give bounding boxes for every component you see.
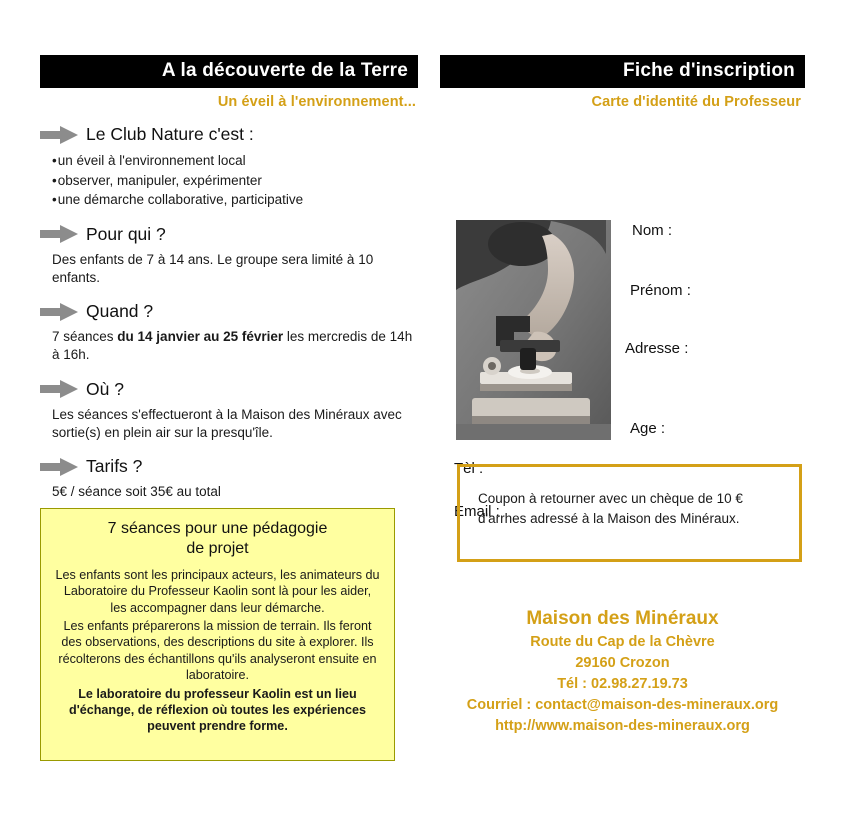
- section-club-nature: [40, 124, 418, 210]
- section-head: [40, 379, 418, 400]
- pedagogy-paragraph-bold: Le laboratoire du professeur Kaolin est un lieu d'échange, de réflexion où toutes les expériences peuvent prendre forme.: [69, 686, 366, 734]
- section-head: [40, 456, 418, 477]
- pedagogy-paragraph: Les enfants préparerons la mission de terrain. Ils feront des observations, des descriptions du site à explorer. Ils récolterons des échantillons qu'ils analyseront ensuite en laboratoire.: [58, 619, 377, 683]
- section-body: Les séances s'effectueront à la Maison des Minéraux avec sortie(s) en plein air sur la presqu'île.: [52, 406, 402, 440]
- section-ou: [40, 379, 418, 442]
- section-title: Où ?: [86, 378, 124, 399]
- left-header-bar: A la découverte de la Terre: [40, 55, 418, 88]
- club-nature-bullets: [52, 151, 418, 210]
- arrow-right-icon: [40, 126, 78, 144]
- coupon-line-1: Coupon à retourner avec un chèque de 10 €: [478, 491, 743, 506]
- professor-photo: [456, 220, 611, 440]
- arrow-right-icon: [40, 458, 78, 476]
- field-label-age: Age :: [630, 420, 666, 437]
- list-item: • une démarche collaborative, participative: [52, 190, 418, 210]
- pedagogy-title-line1: 7 séances pour une pédagogie: [107, 520, 328, 537]
- microscope-photo-illustration: [456, 220, 611, 440]
- section-title: Pour qui ?: [86, 223, 166, 244]
- arrow-right-icon: [40, 380, 78, 398]
- coupon-box: [457, 464, 802, 562]
- field-label-prenom: Prénom :: [630, 282, 691, 299]
- right-header-bar: Fiche d'inscription: [440, 55, 805, 88]
- section-title: Tarifs ?: [86, 456, 143, 476]
- footer-city: 29160 Crozon: [575, 655, 670, 672]
- quand-dates: du 14 janvier au 25 février: [117, 329, 284, 345]
- field-label-adresse: Adresse :: [625, 340, 689, 357]
- left-column: [40, 55, 418, 501]
- footer-website[interactable]: http://www.maison-des-mineraux.org: [495, 718, 750, 735]
- section-head: [40, 224, 418, 245]
- section-body: Des enfants de 7 à 14 ans. Le groupe sera limité à 10 enfants.: [52, 251, 374, 285]
- list-item: • observer, manipuler, expérimenter: [52, 171, 418, 191]
- section-tarifs: [40, 456, 418, 501]
- pedagogy-box: [40, 508, 395, 761]
- pedagogy-title: [55, 519, 380, 559]
- section-pour-qui: [40, 224, 418, 287]
- footer-email[interactable]: Courriel : contact@maison-des-mineraux.org: [466, 697, 779, 714]
- pedagogy-title-line2: de projet: [186, 540, 249, 557]
- field-label-tel: Tèl :: [454, 460, 484, 477]
- footer-contact: [440, 608, 805, 737]
- field-label-nom: Nom :: [632, 222, 673, 239]
- section-head: [40, 301, 418, 322]
- section-head: [40, 124, 418, 145]
- quand-prefix: 7 séances: [52, 329, 118, 345]
- section-body: [52, 328, 418, 364]
- left-subheader: Un éveil à l'environnement...: [217, 94, 416, 110]
- quand-suffix: les mercredis de 14h à 16h.: [52, 329, 413, 363]
- organization-name: Maison des Minéraux: [526, 608, 719, 629]
- section-quand: [40, 301, 418, 364]
- section-title: Le Club Nature c'est :: [86, 124, 254, 144]
- field-label-email: Email :: [454, 503, 500, 520]
- arrow-right-icon: [40, 225, 78, 243]
- right-subheader: Carte d'identité du Professeur: [591, 94, 801, 110]
- footer-phone: Tél : 02.98.27.19.73: [557, 676, 688, 693]
- section-body: 5€ / séance soit 35€ au total: [52, 484, 221, 499]
- section-title: Quand ?: [86, 301, 154, 322]
- arrow-right-icon: [40, 303, 78, 321]
- footer-street: Route du Cap de la Chèvre: [530, 634, 715, 650]
- list-item: • un éveil à l'environnement local: [52, 151, 418, 171]
- coupon-line-2: d'arrhes adressé à la Maison des Minéraux.: [478, 510, 740, 526]
- pedagogy-paragraph: Les enfants sont les principaux acteurs, les animateurs du Laboratoire du Professeur Kaolin sont là pour les aider, les accompagner dans leur démarche.: [55, 568, 380, 615]
